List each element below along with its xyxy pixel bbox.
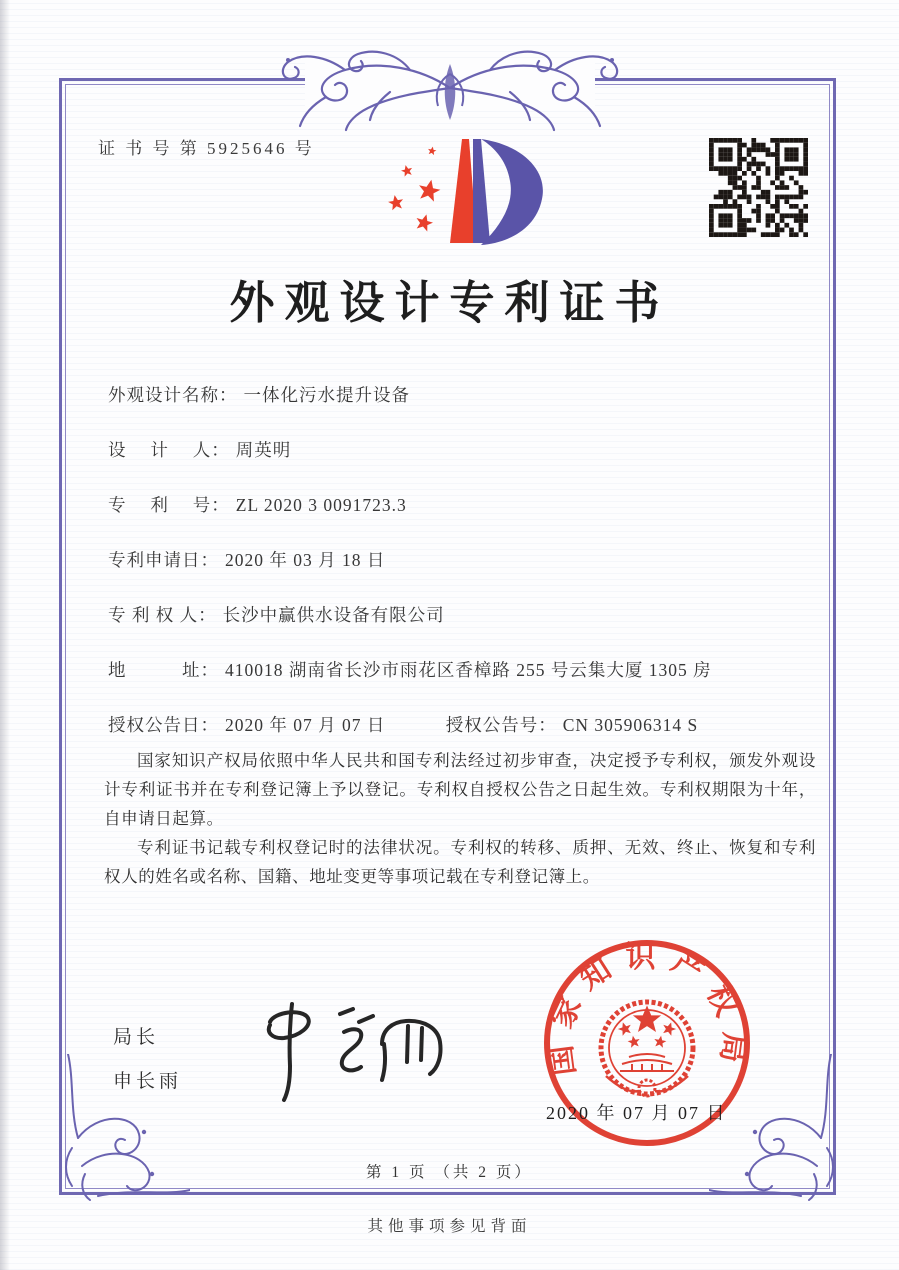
director-signature-icon: [232, 992, 472, 1107]
field-address: [108, 657, 829, 679]
seal-date: 2020 年 07 月 07 日: [546, 1103, 727, 1123]
field-filing-date: [108, 547, 829, 569]
body-paragraph-1: 国家知识产权局依照中华人民共和国专利法经过初步审查，决定授予专利权，颁发外观设计专利证书并在专利登记簿上予以登记。专利权自授权公告之日起生效。专利权期限为十年，自申请日起算。: [104, 751, 816, 828]
field-grant-pub-no-label: 授权公告号：: [445, 715, 557, 735]
field-label: 地 址：: [108, 660, 219, 680]
top-flourish-ornament: [260, 40, 640, 140]
page-indicator: 第 1 页 （共 2 页）: [366, 1164, 533, 1181]
body-paragraph-2: 专利证书记载专利权登记时的法律状况。专利权的转移、质押、无效、终止、恢复和专利权人的姓名或名称、国籍、地址变更等事项记载在专利登记簿上。: [104, 838, 816, 886]
field-label: 专 利 号：: [108, 495, 230, 515]
field-label: 授权公告日：: [108, 715, 219, 735]
seal-text: 国家知识产权局: [543, 940, 751, 1078]
director-name: 申长雨: [113, 1071, 183, 1092]
cnipa-logo-icon: [376, 131, 551, 256]
certificate-body: [104, 746, 816, 891]
certificate-fields: [108, 382, 829, 767]
field-designer: [108, 437, 829, 459]
field-grant-pub-no-value: CN 305906314 S: [562, 715, 699, 735]
back-note: 其他事项参见背面: [367, 1218, 532, 1235]
field-label: 外观设计名称：: [108, 385, 238, 405]
field-label: 专 利 权 人：: [108, 605, 217, 625]
director-title: 局长: [113, 1027, 160, 1048]
field-value: 2020 年 03 月 18 日: [225, 550, 386, 570]
field-patent-number: [108, 492, 829, 514]
field-grant-date: [108, 712, 829, 734]
field-label: 专利申请日：: [108, 550, 219, 570]
field-label: 设 计 人：: [108, 440, 230, 460]
qr-code: [709, 138, 808, 237]
field-value: 2020 年 07 月 07 日: [225, 715, 386, 735]
certificate-number: 证 书 号 第 5925646 号: [98, 139, 315, 158]
field-value: 一体化污水提升设备: [243, 385, 410, 405]
certificate-title: 外观设计专利证书: [229, 278, 670, 328]
field-value: 长沙中赢供水设备有限公司: [222, 605, 445, 625]
field-value: 周英明: [235, 440, 292, 460]
field-value: 410018 湖南省长沙市雨花区香樟路 255 号云集大厦 1305 房: [225, 660, 712, 680]
field-patentee: [108, 602, 829, 624]
field-design-name: [108, 382, 829, 404]
field-value: ZL 2020 3 0091723.3: [235, 495, 407, 515]
